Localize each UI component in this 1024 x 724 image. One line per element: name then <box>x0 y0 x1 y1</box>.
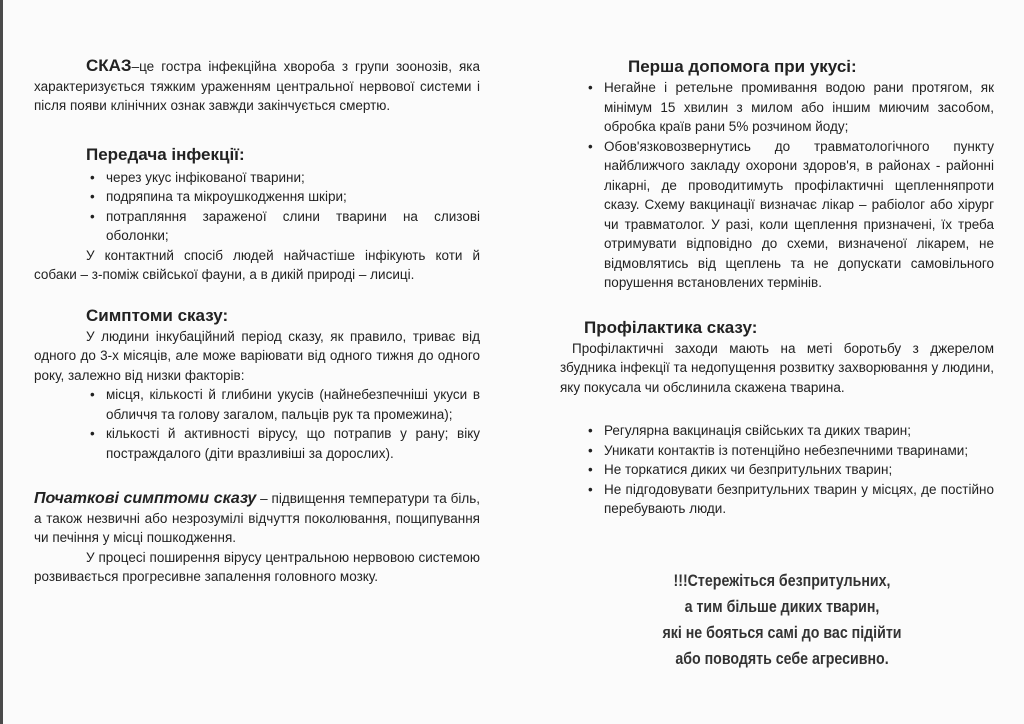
list-item: • Регулярна вакцинація свійських та диких тварин; <box>584 421 994 441</box>
first-aid-list <box>584 78 994 293</box>
intro-text: –це гостра інфекційна хвороба з групи зоонозів, яка характеризується тяжким ураженням центральної нервової системи і після появи клінічних ознак завжди закінчується смертю. <box>34 59 480 113</box>
intro-term: СКАЗ <box>86 56 132 75</box>
right-column <box>560 56 994 519</box>
virus-spread-paragraph: У процесі поширення вірусу центральною нервовою системою розвивається прогресивне запалення головного мозку. <box>34 549 480 584</box>
left-column <box>34 56 480 587</box>
symptoms-title: Симптоми сказу: <box>86 305 229 325</box>
warning-line: або поводять себе агресивно. <box>675 650 889 668</box>
prevention-list <box>584 421 994 519</box>
warning-line: !!!Стережіться безпритульних, <box>673 572 891 590</box>
initial-symptoms-paragraph <box>34 489 480 548</box>
initial-symptoms-term: Початкові симптоми сказу <box>34 490 257 507</box>
list-item: • Негайне і ретельне промивання водою рани протягом, як мінімум 15 хвилин з милом або іншим миючим засобом, обробка країв рани 5% розчином йоду; <box>584 78 994 137</box>
transmission-title: Передача інфекції: <box>86 144 245 164</box>
list-item: • потрапляння зараженої слини тварини на слизові оболонки; <box>86 207 480 246</box>
symptoms-paragraph: У людини інкубаційний період сказу, як правило, триває від одного до 3-х місяців, але може варіювати від одного тижня до одного року, залежно від низки факторів: <box>34 328 480 383</box>
list-item: • Уникати контактів із потенційно небезпечними тваринами; <box>584 441 994 461</box>
initial-symptoms-text: – підвищення температури та біль, а також незвичні або незрозумілі відчуття поколювання, пощипування чи печіння у місці пошкодження. <box>34 491 480 545</box>
prevention-title: Профілактика сказу: <box>584 317 758 337</box>
intro-paragraph <box>34 56 480 116</box>
list-item: • через укус інфікованої тварини; <box>86 168 480 188</box>
list-item: • Не підгодовувати безпритульних тварин у місцях, де постійно перебувають люди. <box>584 480 994 519</box>
warning-line: а тим більше диких тварин, <box>684 598 880 616</box>
symptoms-list <box>86 385 480 463</box>
transmission-paragraph: У контактний спосіб людей найчастіше інфікують коти й собаки – з-поміж свійської фауни, а в дикій природі – лисиці. <box>34 247 480 282</box>
prevention-paragraph: Профілактичні заходи мають на меті боротьбу з джерелом збудника інфекції та недопущення розвитку захворювання у людини, яку покусала чи обслинила скажена тварина. <box>560 340 994 395</box>
scan-edge <box>0 0 3 724</box>
list-item: • кількості й активності вірусу, що потрапив у рану; віку постраждалого (діти вразливіші за дорослих). <box>86 424 480 463</box>
list-item: • подряпина та мікроушкодження шкіри; <box>86 187 480 207</box>
list-item: • Не торкатися диких чи безпритульних тварин; <box>584 460 994 480</box>
first-aid-title: Перша допомога при укусі: <box>628 57 857 76</box>
warning-line: які не бояться самі до вас підійти <box>662 624 902 642</box>
list-item: • Обов'язковозвернутись до травматологічного пункту найближчого закладу охорони здоров'я, в районах - районні лікарні, де проводитимуть профілактичні щепленняпроти сказу. Схему вакцинації визначає лікар – рабіолог або хірург чи травматолог. У разі, коли щеплення призначені, їх треба отримувати відповідно до схеми, визначеної лікарем, не відмовлятись від щеплень та не допускати самовільного порушення встановлених термінів. <box>584 137 994 293</box>
warning-callout <box>636 568 928 672</box>
list-item: • місця, кількості й глибини укусів (найнебезпечніші укуси в обличчя та голову загалом, пальців рук та промежина); <box>86 385 480 424</box>
transmission-list <box>86 168 480 246</box>
